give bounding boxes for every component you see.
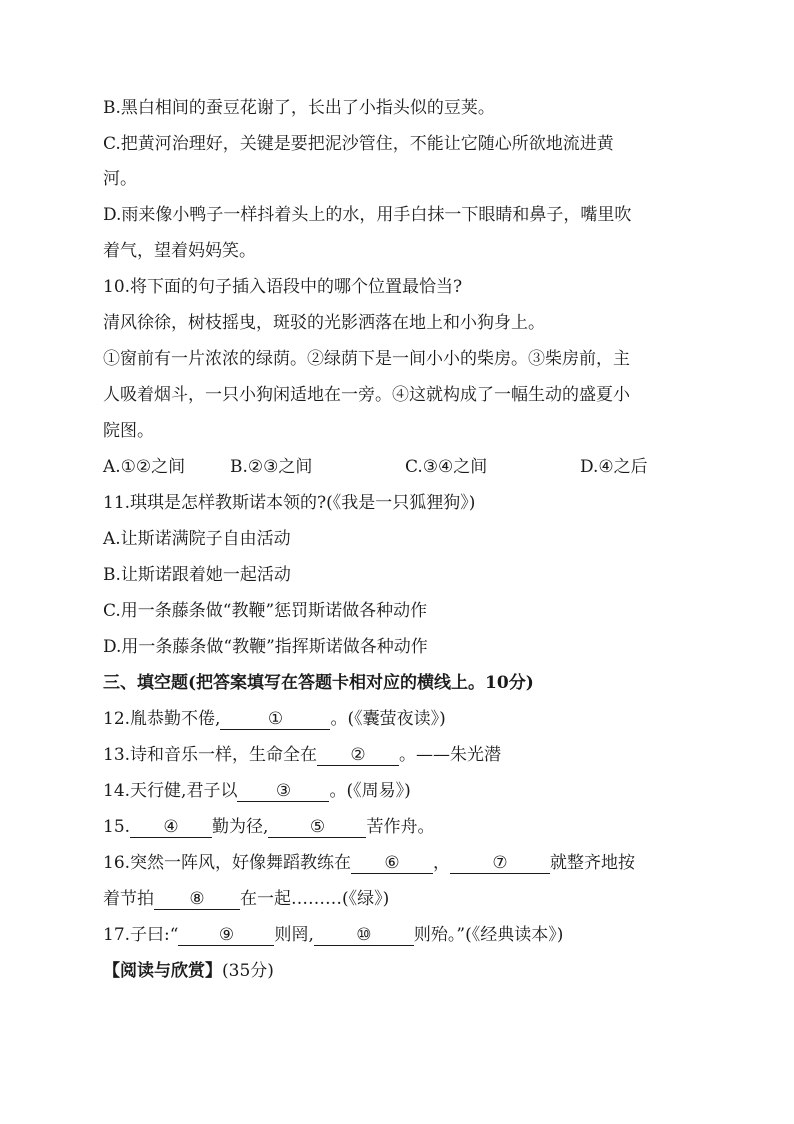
q10-option-a: A.①②之间 — [103, 457, 186, 477]
q10-stem: 10.将下面的句子插入语段中的哪个位置最恰当? — [103, 277, 463, 297]
q11-option-b: B.让斯诺跟着她一起活动 — [103, 565, 291, 585]
q10-paragraph-line1: ①窗前有一片浓浓的绿荫。②绿荫下是一间小小的柴房。③柴房前，主 — [103, 349, 630, 369]
q11-option-c: C.用一条藤条做“教鞭”惩罚斯诺做各种动作 — [103, 601, 428, 621]
q10-sentence: 清风徐徐，树枝摇曳，斑驳的光影洒落在地上和小狗身上。 — [103, 313, 545, 333]
q10-option-d: D.④之后 — [580, 457, 648, 477]
q16-blank-7: ⑦ — [450, 853, 550, 874]
section-reading-title: 【阅读与欣赏】(35分) — [103, 961, 274, 981]
q9-option-c-line1: C.把黄河治理好，关键是要把泥沙管住，不能让它随心所欲地流进黄 — [103, 134, 614, 154]
q10-option-c: C.③④之间 — [405, 457, 488, 477]
q9-option-b: B.黑白相间的蚕豆花谢了，长出了小指头似的豆荚。 — [103, 98, 495, 118]
q17: 17.子曰:“ ⑨ 则罔, ⑩ 则殆。”(《经典读本》) — [103, 925, 564, 945]
q13: 13.诗和音乐一样，生命全在 ② 。——朱光潜 — [103, 745, 502, 765]
q16-line1: 16.突然一阵风，好像舞蹈教练在 ⑥ ， ⑦ 就整齐地按 — [103, 853, 636, 873]
q16-blank-6: ⑥ — [351, 853, 433, 874]
q12: 12.胤恭勤不倦, ① 。(《囊萤夜读》) — [103, 709, 446, 729]
q11-option-a: A.让斯诺满院子自由活动 — [103, 529, 291, 549]
q15: 15. ④ 勤为径, ⑤ 苦作舟。 — [103, 817, 435, 837]
q15-blank-4: ④ — [130, 817, 212, 838]
q13-blank-2: ② — [317, 745, 399, 766]
q14-blank-3: ③ — [237, 781, 329, 802]
q14: 14.天行健,君子以 ③ 。(《周易》) — [103, 781, 411, 801]
q15-blank-5: ⑤ — [268, 817, 366, 838]
section-fill-in-title: 三、填空题(把答案填写在答题卡相对应的横线上。10分) — [103, 673, 534, 693]
q11-stem: 11.琪琪是怎样教斯诺本领的?(《我是一只狐狸狗》) — [103, 493, 476, 513]
q9-option-c-line2: 河。 — [103, 169, 137, 189]
q10-paragraph-line2: 人吸着烟斗，一只小狗闲适地在一旁。④这就构成了一幅生动的盛夏小 — [103, 385, 630, 405]
q17-blank-10: ⑩ — [314, 925, 414, 946]
q10-paragraph-line3: 院图。 — [103, 421, 154, 441]
q9-option-d-line2: 着气，望着妈妈笑。 — [103, 241, 256, 261]
q17-blank-9: ⑨ — [178, 925, 274, 946]
q10-option-b: B.②③之间 — [230, 457, 313, 477]
q11-option-d: D.用一条藤条做“教鞭”指挥斯诺做各种动作 — [103, 637, 428, 657]
q16-blank-8: ⑧ — [154, 889, 240, 910]
q16-line2: 着节拍 ⑧ 在一起………(《绿》) — [103, 889, 390, 909]
q9-option-d-line1: D.雨来像小鸭子一样抖着头上的水，用手白抹一下眼睛和鼻子，嘴里吹 — [103, 205, 632, 225]
q12-blank-1: ① — [220, 709, 330, 730]
